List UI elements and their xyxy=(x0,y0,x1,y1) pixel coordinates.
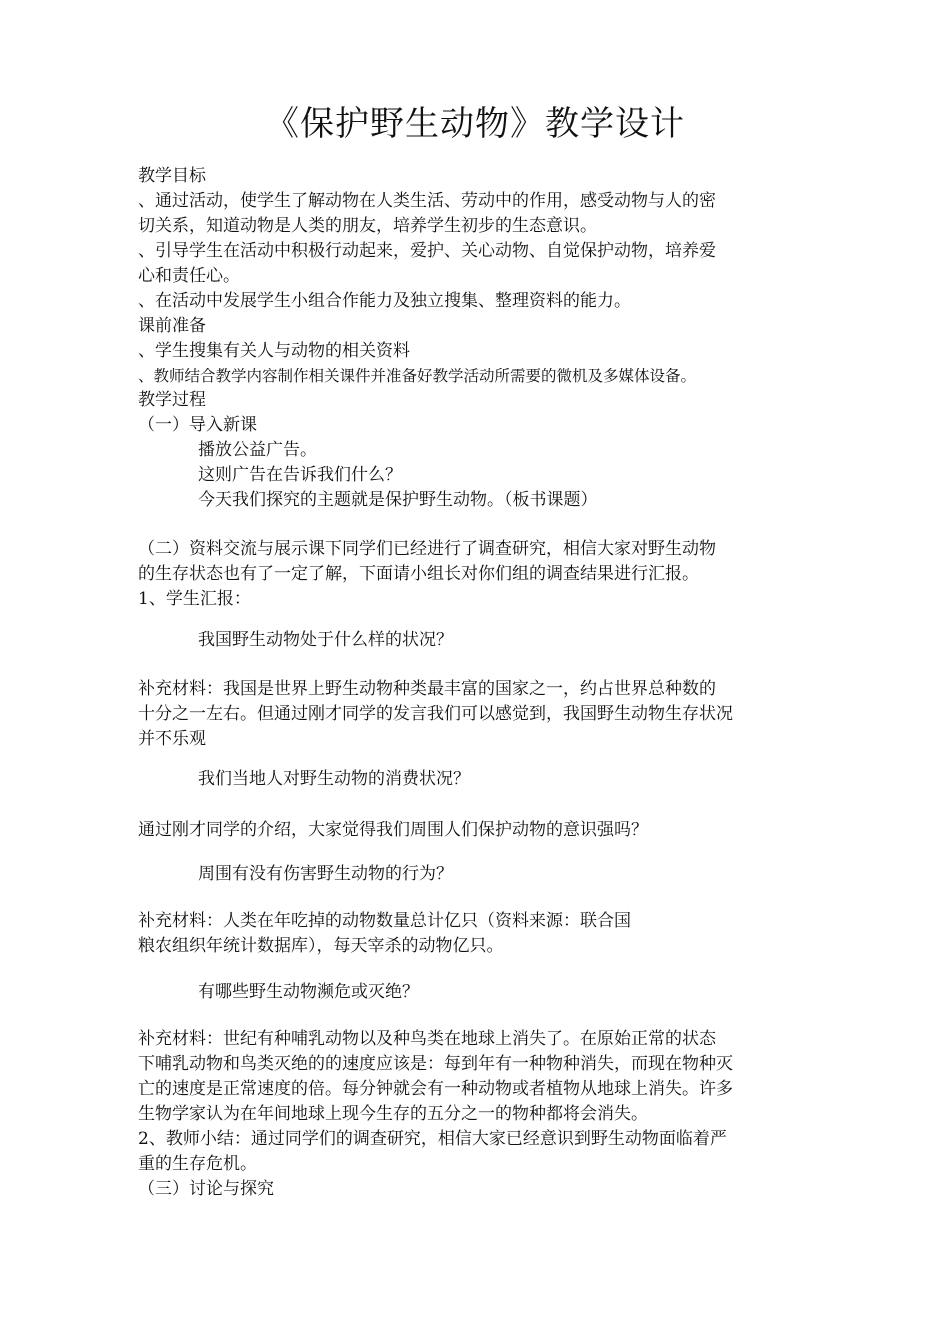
goal-1-line-1: 、通过活动，使学生了解动物在人类生活、劳动中的作用，感受动物与人的密 xyxy=(138,191,716,211)
goal-1-line-2: 切关系，知道动物是人类的朋友，培养学生初步的生态意识。 xyxy=(138,216,597,236)
supplement-3-line-1: 补充材料：世纪有种哺乳动物以及种鸟类在地球上消失了。在原始正常的状态 xyxy=(138,1029,716,1049)
section-1-line-3: 今天我们探究的主题就是保护野生动物。（板书课题） xyxy=(198,490,598,510)
section-2-line-2: 的生存状态也有了一定了解，下面请小组长对你们组的调查结果进行汇报。 xyxy=(138,564,699,584)
document-title: 《保护野生动物》教学设计 xyxy=(265,104,685,144)
section-2-line-1: （二）资料交流与展示课下同学们已经进行了调查研究，相信大家对野生动物 xyxy=(138,539,716,559)
supplement-2-line-1: 补充材料：人类在年吃掉的动物数量总计亿只（资料来源：联合国 xyxy=(138,911,631,931)
heading-preparation: 课前准备 xyxy=(138,316,206,336)
goal-2-line-2: 心和责任心。 xyxy=(138,266,240,286)
question-2: 我们当地人对野生动物的消费状况？ xyxy=(198,769,470,789)
question-1: 我国野生动物处于什么样的状况？ xyxy=(198,630,453,650)
section-1-heading: （一）导入新课 xyxy=(138,415,257,435)
section-1-line-2: 这则广告在告诉我们什么？ xyxy=(198,465,402,485)
supplement-1-line-1: 补充材料：我国是世界上野生动物种类最丰富的国家之一，约占世界总种数的 xyxy=(138,679,716,699)
supplement-3-line-3: 亡的速度是正常速度的倍。每分钟就会有一种动物或者植物从地球上消失。许多 xyxy=(138,1079,733,1099)
question-5: 有哪些野生动物濒危或灭绝？ xyxy=(198,982,419,1002)
section-1-line-1: 播放公益广告。 xyxy=(198,440,317,460)
supplement-3-line-4: 生物学家认为在年间地球上现今生存的五分之一的物种都将会消失。 xyxy=(138,1104,648,1124)
question-4: 周围有没有伤害野生动物的行为？ xyxy=(198,864,453,884)
section-3-heading: （三）讨论与探究 xyxy=(138,1179,274,1199)
preparation-2: 、教师结合教学内容制作相关课件并准备好教学活动所需要的微机及多媒体设备。 xyxy=(138,367,697,385)
heading-process: 教学过程 xyxy=(138,390,206,410)
preparation-1: 、学生搜集有关人与动物的相关资料 xyxy=(138,341,410,361)
student-report-heading: 1、学生汇报： xyxy=(138,589,251,609)
teacher-summary-line-1: 2、教师小结：通过同学们的调查研究，相信大家已经意识到野生动物面临着严 xyxy=(138,1129,727,1149)
supplement-2-line-2: 粮农组织年统计数据库），每天宰杀的动物亿只。 xyxy=(138,936,504,956)
supplement-1-line-3: 并不乐观 xyxy=(138,729,206,749)
goal-2-line-1: 、引导学生在活动中积极行动起来，爱护、关心动物、自觉保护动物，培养爱 xyxy=(138,241,716,261)
goal-3: 、在活动中发展学生小组合作能力及独立搜集、整理资料的能力。 xyxy=(138,291,631,311)
heading-teaching-goals: 教学目标 xyxy=(138,166,206,186)
supplement-1-line-2: 十分之一左右。但通过刚才同学的发言我们可以感觉到，我国野生动物生存状况 xyxy=(138,704,733,724)
teacher-summary-line-2: 重的生存危机。 xyxy=(138,1154,257,1174)
question-3: 通过刚才同学的介绍，大家觉得我们周围人们保护动物的意识强吗？ xyxy=(138,820,648,840)
supplement-3-line-2: 下哺乳动物和鸟类灭绝的的速度应该是：每到年有一种物种消失，而现在物种灭 xyxy=(138,1054,733,1074)
